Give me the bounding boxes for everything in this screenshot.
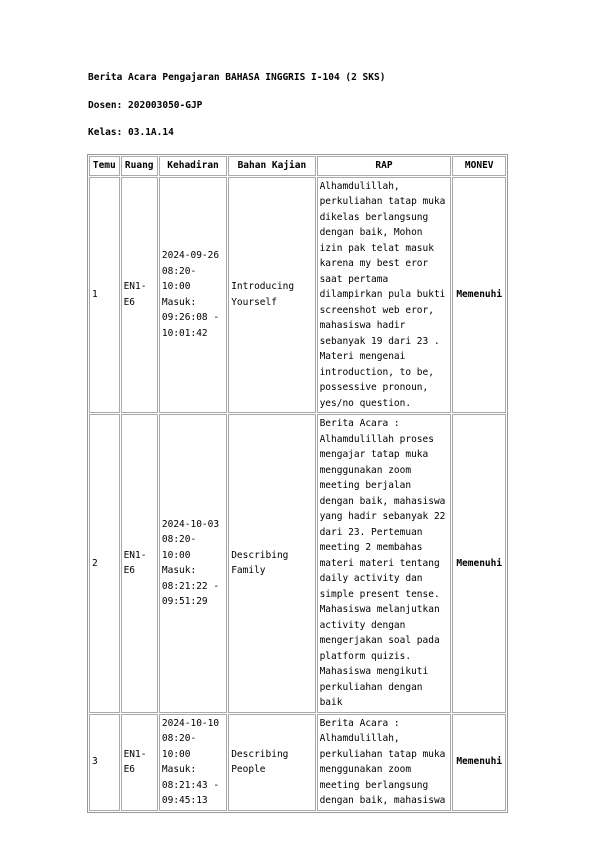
cell-kehadiran: 2024-10-03 08:20- 10:00 Masuk: 08:21:22 - 09:51:29	[159, 414, 227, 713]
cell-temu: 3	[89, 714, 120, 811]
cell-rap: Berita Acara : Alhamdulillah proses mengajar tatap muka menggunakan zoom meeting berjalan dengan baik, mahasiswa yang hadir sebanyak 22 dari 23. Pertemuan meeting 2 membahas materi materi tentang daily activity dan simple present tense. Mahasiswa melanjutkan activity dengan mengerjakan soal pada platform quizis. Mahasiswa mengikuti perkuliahan dengan baik	[317, 414, 452, 713]
cell-monev: Memenuhi	[452, 714, 506, 811]
cell-ruang: EN1- E6	[121, 177, 158, 414]
cell-bahan-kajian: Describing People	[228, 714, 315, 811]
cell-rap: Berita Acara : Alhamdulillah, perkuliahan tatap muka menggunakan zoom meeting berlangsung dengan baik, mahasiswa	[317, 714, 452, 811]
cell-ruang: EN1- E6	[121, 714, 158, 811]
cell-temu: 1	[89, 177, 120, 414]
cell-monev: Memenuhi	[452, 177, 506, 414]
table-header-row	[89, 156, 506, 176]
col-header-temu: Temu	[89, 156, 120, 176]
document-title: Berita Acara Pengajaran BAHASA INGGRIS I-104 (2 SKS)	[88, 72, 386, 83]
cell-ruang: EN1- E6	[121, 414, 158, 713]
table-row	[89, 414, 506, 713]
cell-kehadiran: 2024-10-10 08:20- 10:00 Masuk: 08:21:43 - 09:45:13	[159, 714, 227, 811]
cell-kehadiran: 2024-09-26 08:20- 10:00 Masuk: 09:26:08 - 10:01:42	[159, 177, 227, 414]
lecturer-line: Dosen: 202003050-GJP	[88, 100, 203, 111]
class-line: Kelas: 03.1A.14	[88, 127, 174, 138]
col-header-kehadiran: Kehadiran	[159, 156, 227, 176]
cell-bahan-kajian: Describing Family	[228, 414, 315, 713]
col-header-monev: MONEV	[452, 156, 506, 176]
cell-monev: Memenuhi	[452, 414, 506, 713]
attendance-table	[87, 154, 508, 813]
col-header-ruang: Ruang	[121, 156, 158, 176]
table-row	[89, 714, 506, 811]
cell-temu: 2	[89, 414, 120, 713]
cell-bahan-kajian: Introducing Yourself	[228, 177, 315, 414]
col-header-rap: RAP	[317, 156, 452, 176]
table-row	[89, 177, 506, 414]
cell-rap: Alhamdulillah, perkuliahan tatap muka dikelas berlangsung dengan baik, Mohon izin pak telat masuk karena my best eror saat pertama dilampirkan pula bukti screenshot web eror, mahasiswa hadir sebanyak 19 dari 23 . Materi mengenai introduction, to be, possessive pronoun, yes/no question.	[317, 177, 452, 414]
col-header-bahan-kajian: Bahan Kajian	[228, 156, 315, 176]
